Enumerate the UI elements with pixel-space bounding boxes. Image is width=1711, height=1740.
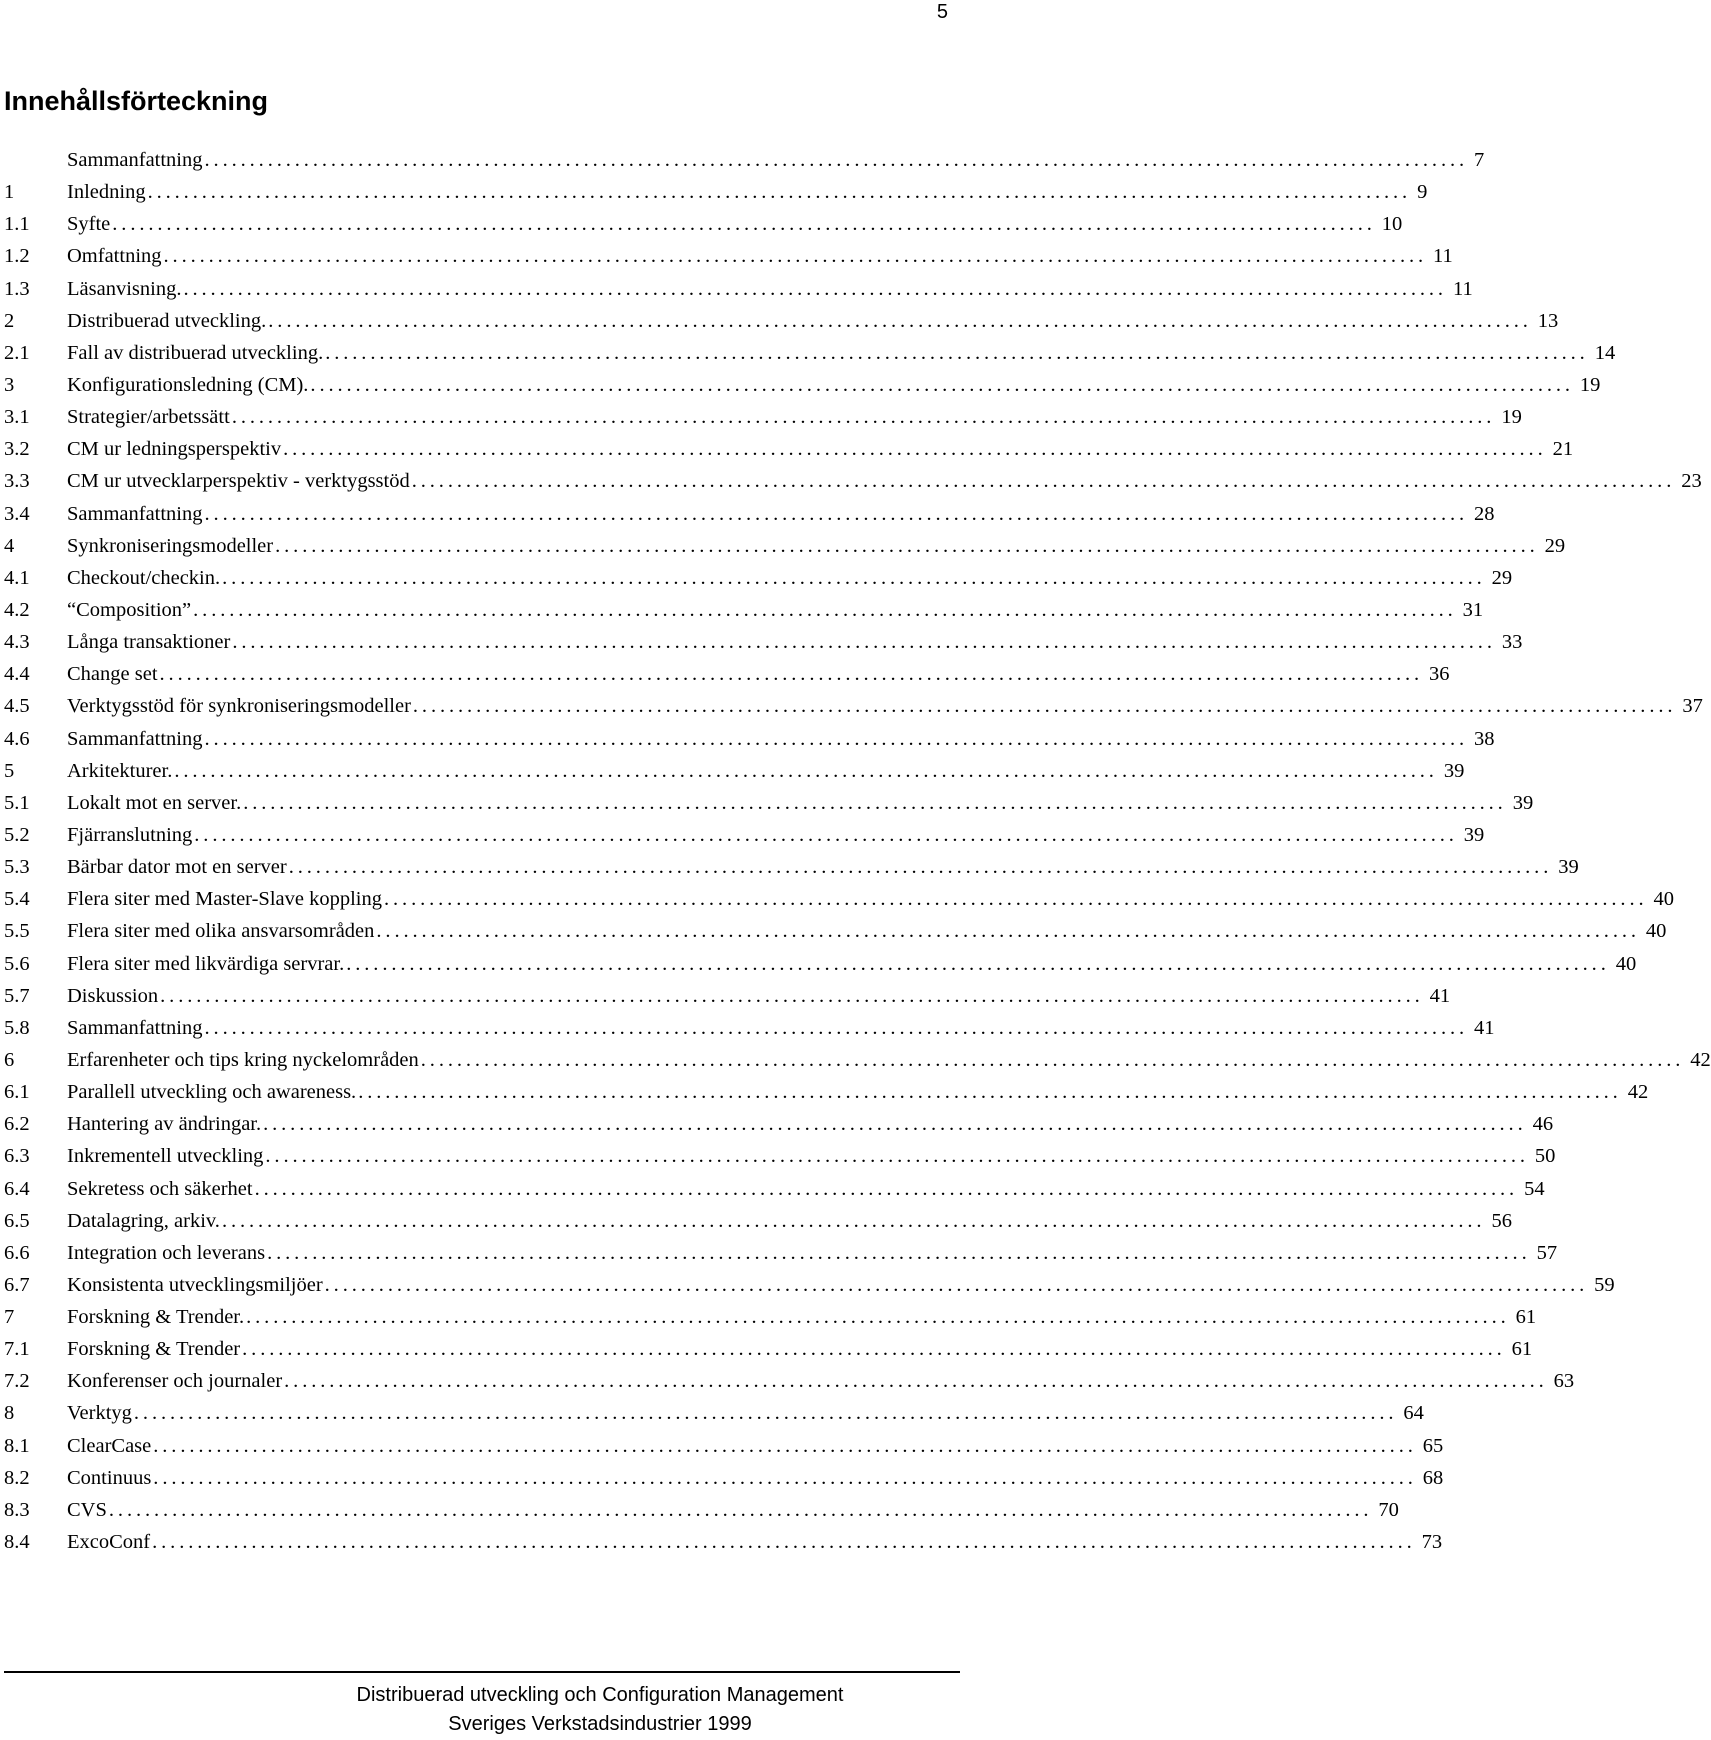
toc-dot-leader: ............................................................................................................................................ [221,1209,1486,1232]
toc-dot-leader: ............................................................................................................................................ [246,1306,1510,1329]
toc-entry-number: 3.3 [4,470,30,493]
toc-entry-number: 1.3 [4,277,30,300]
toc-dot-leader: ............................................................................................................................................ [346,952,1610,975]
toc-entry-title: Distribuerad utveckling. [67,309,267,332]
toc-entry-number: 7.1 [4,1338,30,1361]
toc-entry-line [67,594,1484,626]
toc-entry [0,273,1473,305]
page-footer [220,1681,980,1739]
toc-dot-leader: ............................................................................................................................................ [384,888,1648,911]
toc-entry-title: Flera siter med olika ansvarsområden [67,920,375,943]
toc-entry-title: Syfte [67,213,111,236]
toc-entry-page: 7 [1474,149,1485,171]
toc-entry-number: 5.5 [4,920,30,943]
toc-entry-page: 59 [1594,1273,1615,1296]
toc-entry-page: 28 [1474,502,1495,525]
toc-entry-title: Sammanfattning [67,149,203,171]
toc-dot-leader: ............................................................................................................................................ [133,1402,1398,1425]
toc-entry-number: 4.2 [4,598,30,621]
toc-entry-title: Sekretess och säkerhet [67,1177,253,1200]
toc-dot-leader: ............................................................................................................................................ [420,1048,1685,1071]
toc-entry [0,337,1616,369]
toc-entry-line [67,433,1574,465]
toc-entry-page: 63 [1553,1370,1575,1393]
toc-entry-line [67,1012,1495,1044]
toc-entry-number: 8.4 [4,1531,30,1554]
toc-dot-leader: ............................................................................................................................................ [112,213,1376,236]
toc-entry [0,787,1534,819]
toc-entry [0,1237,1558,1269]
toc-entry-page: 40 [1653,888,1674,911]
toc-entry [0,176,1428,208]
toc-entry [0,819,1485,851]
toc-entry [0,948,1637,980]
toc-entry-page: 19 [1579,373,1601,396]
toc-entry [0,1462,1444,1494]
toc-entry-line [67,1044,1711,1076]
toc-entry-line [67,1301,1537,1333]
toc-entry-number: 2.1 [4,341,30,364]
toc-dot-leader: ............................................................................................................................................ [268,309,1532,332]
toc-entry-line [67,144,1485,176]
toc-entry-line [67,176,1428,208]
toc-entry-line [67,530,1566,562]
toc-entry-title: Sammanfattning [67,727,203,750]
toc-entry-page: 14 [1594,341,1616,364]
toc-dot-leader: ............................................................................................................................................ [232,631,1496,654]
table-of-contents [0,144,1711,1558]
toc-entry-title: CM ur ledningsperspektiv [67,438,282,461]
toc-entry-page: 54 [1524,1177,1545,1200]
toc-entry-line [67,626,1523,658]
toc-entry-title: Erfarenheter och tips kring nyckelområden [67,1048,419,1071]
toc-entry-page: 10 [1381,213,1403,236]
toc-entry-line [67,1462,1444,1494]
toc-entry-page: 42 [1690,1048,1711,1071]
toc-dot-leader: ............................................................................................................................................ [108,1498,1373,1521]
toc-entry [0,1365,1575,1397]
toc-entry-page: 19 [1501,406,1522,429]
toc-dot-leader: ............................................................................................................................................ [204,502,1469,525]
toc-entry-title: Forskning & Trender [67,1338,241,1361]
toc-entry-number: 6.7 [4,1273,30,1296]
toc-entry-page: 57 [1536,1241,1558,1264]
toc-entry [0,1140,1556,1172]
toc-entry-title: Synkroniseringsmodeller [67,534,274,557]
toc-entry-number: 1 [4,181,15,204]
toc-entry-number: 6.1 [4,1081,30,1104]
toc-entry [0,594,1484,626]
toc-entry-page: 73 [1421,1531,1443,1554]
toc-entry-line [67,240,1453,272]
toc-entry-line [67,819,1485,851]
toc-dot-leader: ............................................................................................................................................ [231,406,1496,429]
toc-entry-title: Läsanvisning. [67,277,182,300]
toc-entry [0,1333,1533,1365]
toc-entry-page: 36 [1429,663,1450,686]
toc-entry-page: 9 [1417,181,1428,204]
toc-dot-leader: ............................................................................................................................................ [265,1145,1529,1168]
toc-entry [0,433,1574,465]
toc-entry-title: Långa transaktioner [67,631,231,654]
toc-entry [0,1108,1554,1140]
toc-entry-title: Bärbar dator mot en server [67,856,287,879]
toc-entry [0,562,1513,594]
toc-entry-number: 8.3 [4,1498,30,1521]
toc-entry-number: 6.4 [4,1177,30,1200]
toc-dot-leader: ............................................................................................................................................ [222,566,1486,589]
toc-entry-line [67,1397,1424,1429]
toc-dot-leader: ............................................................................................................................................ [153,1434,1417,1457]
toc-entry-line [67,1173,1545,1205]
toc-entry-number: 5.4 [4,888,30,911]
toc-entry-title: CVS [67,1498,107,1521]
toc-entry [0,1076,1649,1108]
toc-dot-leader: ............................................................................................................................................ [263,1113,1527,1136]
toc-entry-number: 4.6 [4,727,30,750]
toc-entry [0,690,1703,722]
toc-entry-number: 3.1 [4,406,30,429]
toc-entry-number: 4 [4,534,15,557]
toc-entry-number: 3 [4,373,15,396]
toc-entry-number: 8 [4,1402,15,1425]
toc-entry-title: Verktygsstöd för synkroniseringsmodeller [67,695,411,718]
toc-entry-title: “Composition” [67,598,192,621]
toc-entry-page: 41 [1429,984,1451,1007]
toc-entry-number: 5.2 [4,823,30,846]
toc-entry-number: 6 [4,1048,15,1071]
toc-entry-line [67,1333,1533,1365]
toc-entry [0,1301,1537,1333]
toc-entry-title: Datalagring, arkiv. [67,1209,220,1232]
toc-dot-leader: ............................................................................................................................................ [411,470,1676,493]
toc-entry-page: 46 [1532,1113,1554,1136]
toc-dot-leader: ............................................................................................................................................ [160,984,1424,1007]
toc-dot-leader: ............................................................................................................................................ [204,149,1469,171]
toc-entry [0,208,1403,240]
toc-entry [0,1494,1399,1526]
toc-entry-title: Konfigurationsledning (CM). [67,373,309,396]
toc-entry-number: 2 [4,309,15,332]
toc-entry-title: Verktyg [67,1402,132,1425]
toc-entry-line [67,1430,1444,1462]
toc-entry-line [67,883,1674,915]
toc-heading: Innehållsförteckning [4,86,269,116]
toc-dot-leader: ............................................................................................................................................ [152,1531,1416,1554]
toc-entry-number: 6.3 [4,1145,30,1168]
toc-entry-page: 29 [1491,566,1513,589]
toc-entry [0,1430,1444,1462]
toc-entry [0,498,1495,530]
toc-entry [0,658,1450,690]
toc-entry-page: 33 [1501,631,1523,654]
toc-entry [0,1205,1512,1237]
toc-entry-title: Fjärranslutning [67,823,193,846]
toc-entry-line [67,1269,1615,1301]
toc-entry-line [67,723,1495,755]
toc-entry-page: 42 [1627,1081,1649,1104]
toc-entry [0,240,1453,272]
toc-entry-page: 37 [1682,695,1703,718]
toc-entry-number: 3.4 [4,502,30,525]
toc-entry-number: 6.2 [4,1113,30,1136]
toc-entry-page: 39 [1558,856,1579,879]
toc-entry-line [67,337,1616,369]
toc-entry-page: 11 [1433,245,1453,268]
toc-dot-leader: ............................................................................................................................................ [310,373,1574,396]
toc-entry-line [67,915,1667,947]
toc-entry-page: 70 [1378,1498,1399,1521]
toc-dot-leader: ............................................................................................................................................ [284,1370,1548,1393]
toc-entry-number: 5.6 [4,952,30,975]
toc-dot-leader: ............................................................................................................................................ [324,1273,1589,1296]
toc-entry-line [67,273,1473,305]
toc-entry-number: 5 [4,759,15,782]
toc-entry-line [67,305,1559,337]
toc-entry-number: 1.2 [4,245,30,268]
toc-entry-page: 38 [1474,727,1495,750]
toc-entry-line [67,755,1465,787]
toc-dot-leader: ............................................................................................................................................ [275,534,1539,557]
toc-entry-page: 40 [1615,952,1637,975]
toc-dot-leader: ............................................................................................................................................ [147,181,1412,204]
toc-entry-page: 39 [1443,759,1465,782]
toc-entry-title: Change set [67,663,158,686]
toc-entry-number: 5.7 [4,984,30,1007]
toc-entry-line [67,208,1403,240]
toc-dot-leader: ............................................................................................................................................ [412,695,1677,718]
toc-entry [0,530,1566,562]
toc-dot-leader: ............................................................................................................................................ [376,920,1640,943]
toc-entry-title: Forskning & Trender. [67,1306,245,1329]
toc-entry-line [67,498,1495,530]
toc-entry-page: 13 [1537,309,1559,332]
toc-entry-title: Flera siter med Master-Slave koppling [67,888,382,911]
toc-entry-number: 5.1 [4,791,30,814]
toc-entry-title: Sammanfattning [67,1016,203,1039]
toc-entry-number: 5.3 [4,856,30,879]
toc-entry-title: Konsistenta utvecklingsmiljöer [67,1273,323,1296]
toc-entry [0,1269,1615,1301]
toc-entry-line [67,369,1601,401]
toc-entry-number: 5.8 [4,1016,30,1039]
toc-dot-leader: ............................................................................................................................................ [193,598,1457,621]
toc-entry-title: ClearCase [67,1434,152,1457]
toc-entry-title: Fall av distribuerad utveckling. [67,341,324,364]
toc-entry-page: 61 [1511,1338,1533,1361]
toc-entry-page: 40 [1645,920,1667,943]
toc-entry-title: Strategier/arbetssätt [67,406,230,429]
toc-dot-leader: ............................................................................................................................................ [159,663,1424,686]
toc-dot-leader: ............................................................................................................................................ [204,727,1469,750]
toc-entry-number: 4.1 [4,566,30,589]
toc-entry [0,465,1702,497]
toc-entry-line [67,1237,1558,1269]
toc-entry-page: 65 [1422,1434,1444,1457]
toc-entry-page: 29 [1544,534,1566,557]
toc-entry-line [67,690,1703,722]
toc-entry [0,723,1495,755]
toc-entry-line [67,1205,1512,1237]
footer-publisher: Sveriges Verkstadsindustrier 1999 [448,1713,752,1735]
toc-entry-page: 31 [1462,598,1484,621]
toc-entry [0,305,1559,337]
toc-entry-number: 6.5 [4,1209,30,1232]
toc-entry [0,369,1601,401]
toc-entry-title: Diskussion [67,984,159,1007]
toc-entry-line [67,1365,1575,1397]
toc-entry-page: 23 [1681,470,1702,493]
toc-entry [0,1173,1545,1205]
toc-entry-number: 4.4 [4,663,30,686]
toc-entry-line [67,980,1451,1012]
toc-entry-title: Konferenser och journaler [67,1370,283,1393]
toc-entry-title: Integration och leverans [67,1241,266,1264]
toc-entry-line [67,851,1579,883]
toc-entry-number: 8.2 [4,1466,30,1489]
toc-entry-page: 41 [1474,1016,1495,1039]
toc-dot-leader: ............................................................................................................................................ [174,759,1438,782]
toc-entry-number: 3.2 [4,438,30,461]
toc-entry-number: 8.1 [4,1434,30,1457]
toc-entry [0,915,1667,947]
toc-entry [0,1044,1711,1076]
toc-entry-number: 4.5 [4,695,30,718]
toc-entry-page: 39 [1512,791,1534,814]
toc-entry-title: Checkout/checkin. [67,566,221,589]
toc-entry-title: Continuus [67,1466,152,1489]
toc-entry-title: Sammanfattning [67,502,203,525]
toc-dot-leader: ............................................................................................................................................ [288,856,1553,879]
toc-dot-leader: ............................................................................................................................................ [183,277,1447,300]
toc-entry-page: 64 [1403,1402,1424,1425]
toc-entry-number: 7 [4,1306,15,1329]
toc-entry-title: Inledning [67,181,146,204]
toc-dot-leader: ............................................................................................................................................ [163,245,1428,268]
toc-entry-page: 50 [1534,1145,1556,1168]
toc-entry-line [67,658,1450,690]
toc-entry-page: 11 [1452,277,1473,300]
toc-dot-leader: ............................................................................................................................................ [267,1241,1531,1264]
toc-entry-number: 7.2 [4,1370,30,1393]
toc-entry-page: 21 [1552,438,1574,461]
toc-entry-line [67,1076,1649,1108]
footer-rule [4,1671,960,1673]
toc-entry-line [67,401,1522,433]
toc-entry-title: CM ur utvecklarperspektiv - verktygsstöd [67,470,410,493]
toc-entry [0,1397,1424,1429]
toc-dot-leader: ............................................................................................................................................ [242,1338,1506,1361]
toc-entry-title: Omfattning [67,245,162,268]
toc-entry [0,755,1465,787]
toc-dot-leader: ............................................................................................................................................ [358,1081,1622,1104]
toc-dot-leader: ............................................................................................................................................ [283,438,1547,461]
page-number: 5 [936,1,948,23]
toc-dot-leader: ............................................................................................................................................ [254,1177,1519,1200]
toc-entry-line [67,1108,1554,1140]
toc-entry [0,401,1522,433]
toc-entry-line [67,1494,1399,1526]
toc-entry-line [67,1526,1443,1558]
toc-dot-leader: ............................................................................................................................................ [194,823,1458,846]
toc-entry-number: 4.3 [4,631,30,654]
toc-entry-title: Lokalt mot en server. [67,791,242,814]
toc-entry-title: Parallell utveckling och awareness. [67,1081,357,1104]
toc-entry-page: 39 [1463,823,1485,846]
toc-entry [0,626,1523,658]
toc-entry-title: Inkrementell utveckling [67,1145,264,1168]
toc-dot-leader: ............................................................................................................................................ [325,341,1589,364]
toc-entry-page: 56 [1491,1209,1512,1232]
toc-dot-leader: ............................................................................................................................................ [204,1016,1469,1039]
toc-entry-title: ExcoConf [67,1531,151,1554]
toc-entry [0,1526,1443,1558]
toc-entry-page: 61 [1515,1306,1537,1329]
toc-entry-title: Hantering av ändringar. [67,1113,262,1136]
toc-entry [0,851,1579,883]
toc-entry-number: 6.6 [4,1241,30,1264]
toc-entry-line [67,562,1513,594]
toc-entry-page: 68 [1422,1466,1444,1489]
footer-document-title: Distribuerad utveckling och Configuration Management [356,1684,844,1706]
toc-dot-leader: ............................................................................................................................................ [153,1466,1417,1489]
toc-entry [0,883,1674,915]
toc-entry-line [67,465,1702,497]
toc-entry-line [67,787,1534,819]
toc-entry-title: Flera siter med likvärdiga servrar. [67,952,345,975]
toc-entry-title: Arkitekturer. [67,759,173,782]
toc-entry-line [67,1140,1556,1172]
toc-entry [0,1012,1495,1044]
toc-dot-leader: ............................................................................................................................................ [243,791,1507,814]
toc-entry-number: 1.1 [4,213,30,236]
toc-entry [0,144,1485,176]
toc-entry [0,980,1451,1012]
toc-entry-line [67,948,1637,980]
